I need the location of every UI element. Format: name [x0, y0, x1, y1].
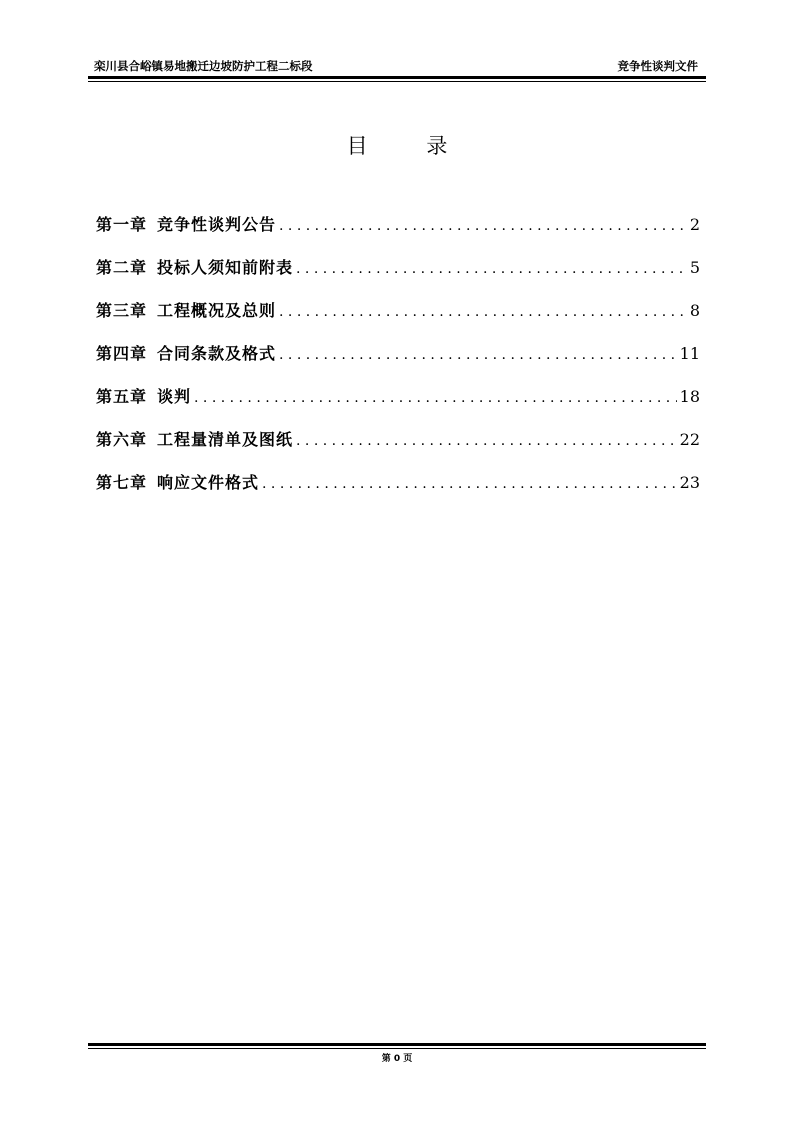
header-document-type: 竞争性谈判文件 [617, 59, 698, 73]
toc-dot-leader [296, 433, 677, 449]
table-of-contents [96, 212, 700, 513]
toc-entry[interactable] [96, 470, 700, 513]
footer-rule-thin [88, 1048, 706, 1049]
toc-page-number: 5 [689, 258, 700, 277]
toc-dot-leader [279, 218, 687, 234]
page-header [88, 57, 706, 75]
toc-chapter-name: 投标人须知前附表 [157, 258, 294, 277]
toc-chapter-name: 合同条款及格式 [157, 344, 277, 363]
toc-page-number: 22 [679, 430, 700, 449]
toc-page-number: 2 [689, 215, 700, 234]
footer-rule-thick [88, 1043, 706, 1046]
header-rule-thin [88, 81, 706, 82]
toc-entry[interactable] [96, 341, 700, 384]
toc-dot-leader [194, 390, 677, 406]
header-project-title: 栾川县合峪镇易地搬迁边坡防护工程二标段 [94, 59, 313, 73]
toc-dot-leader [279, 304, 687, 320]
toc-chapter-number: 第一章 [96, 215, 148, 234]
toc-page-number: 8 [689, 301, 700, 320]
toc-page-number: 11 [679, 344, 700, 363]
toc-chapter-number: 第二章 [96, 258, 148, 277]
toc-chapter-number: 第三章 [96, 301, 148, 320]
toc-entry[interactable] [96, 427, 700, 470]
toc-entry[interactable] [96, 212, 700, 255]
toc-chapter-name: 竞争性谈判公告 [157, 215, 277, 234]
toc-chapter-number: 第七章 [96, 473, 148, 492]
toc-page-number: 18 [679, 387, 700, 406]
header-rule-thick [88, 76, 706, 79]
toc-chapter-number: 第六章 [96, 430, 148, 449]
toc-chapter-name: 工程量清单及图纸 [157, 430, 294, 449]
toc-chapter-name: 谈判 [157, 387, 192, 406]
toc-dot-leader [296, 261, 687, 277]
toc-chapter-name: 工程概况及总则 [157, 301, 277, 320]
toc-chapter-number: 第四章 [96, 344, 148, 363]
toc-dot-leader [279, 347, 677, 363]
toc-chapter-name: 响应文件格式 [157, 473, 260, 492]
toc-dot-leader [262, 476, 677, 492]
toc-chapter-number: 第五章 [96, 387, 148, 406]
toc-page-number: 23 [679, 473, 700, 492]
toc-entry[interactable] [96, 384, 700, 427]
toc-entry[interactable] [96, 298, 700, 341]
page-title: 目 录 [346, 134, 474, 158]
toc-entry[interactable] [96, 255, 700, 298]
page-number-footer: 第 0 页 [381, 1054, 413, 1064]
